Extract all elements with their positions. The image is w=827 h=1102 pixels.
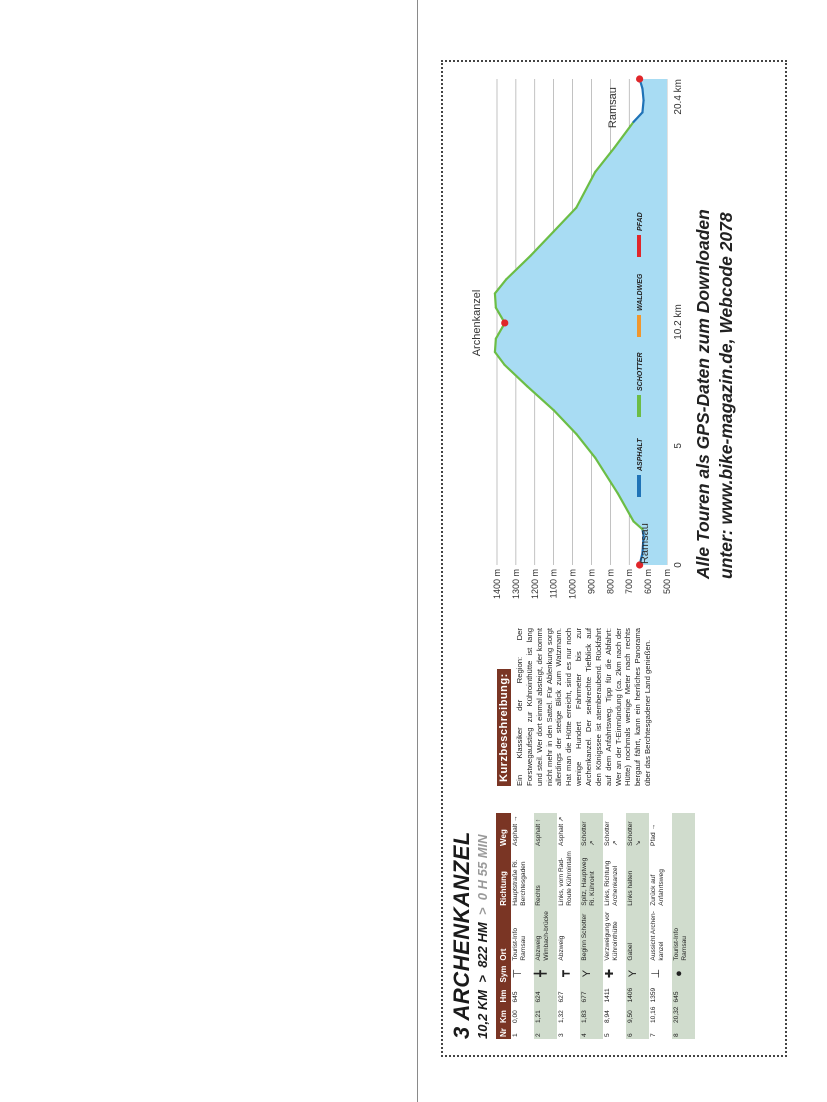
elevation-area — [495, 79, 667, 565]
y-tick-label: 1000 m — [567, 569, 578, 600]
cell-weg: Schotter ↗ — [580, 813, 603, 848]
cell-weg: Asphalt ↗ — [558, 816, 565, 846]
profile-segment — [495, 339, 496, 352]
col-header-ort: Ort — [496, 908, 511, 963]
cell-hm: 627 — [558, 991, 565, 1003]
stats-separator: > — [475, 975, 490, 983]
junction-symbol-icon: ● — [672, 963, 695, 985]
table-row — [672, 813, 695, 1039]
cell-richtung: Links, vorn Rad-Route Kührointalm — [558, 851, 573, 906]
table-row — [580, 813, 603, 1039]
x-tick-label: 0 — [673, 562, 684, 568]
waypoint-marker — [636, 75, 643, 82]
tour-climb: 822 HM — [475, 922, 490, 968]
tour-time: 0 H 55 MIN — [475, 834, 490, 901]
cell-weg: Pfad → — [650, 823, 657, 846]
tour-stats — [475, 834, 490, 1039]
download-line-1: Alle Touren als GPS-Daten zum Downloaden — [693, 209, 713, 579]
junction-symbol-icon: Y — [626, 963, 649, 985]
cell-km: 1,21 — [534, 1005, 557, 1026]
cell-nr: 7 — [650, 1033, 657, 1037]
cell-nr: 3 — [558, 1033, 565, 1037]
profile-segment — [642, 89, 643, 101]
table-row — [511, 813, 534, 1039]
cell-nr: 6 — [626, 1025, 649, 1039]
cell-richtung: Zurück auf Anfahrtsweg — [650, 869, 665, 906]
cell-ort: Gabel — [626, 908, 649, 963]
y-tick-label: 1100 m — [548, 569, 559, 599]
cell-km: 8,94 — [604, 1010, 611, 1024]
cell-hm: 645 — [672, 985, 695, 1005]
x-tick-label: 20.4 km — [673, 79, 684, 115]
cell-weg: Schotter ↘ — [626, 813, 649, 848]
description-heading: Kurzbeschreibung: — [497, 669, 511, 786]
cell-weg: Asphalt ↑ — [534, 813, 557, 848]
junction-symbol-icon: Y — [580, 963, 603, 985]
table-row — [603, 813, 626, 1039]
legend-swatch — [637, 235, 641, 257]
cell-hm: 1359 — [650, 987, 657, 1003]
junction-symbol-icon: ✚ — [604, 968, 616, 979]
table-row — [534, 813, 557, 1039]
cell-ort: Tourist-Info Ramsau — [672, 908, 695, 963]
cell-ort: Tourist-Info Ramsau — [512, 927, 527, 961]
tour-title: 3 ARCHENKANZEL — [449, 831, 474, 1039]
y-tick-label: 500 m — [662, 569, 672, 595]
download-note — [692, 69, 738, 579]
legend-label: SCHOTTER — [637, 352, 644, 391]
cell-km: 0,00 — [512, 1010, 519, 1024]
col-header-km: Km — [496, 1005, 511, 1026]
route-table-header — [496, 813, 511, 1039]
y-tick-label: 800 m — [605, 569, 616, 595]
cell-hm: 1411 — [604, 988, 611, 1003]
cell-km: 20,32 — [672, 1005, 695, 1026]
y-tick-label: 1400 m — [492, 569, 502, 600]
cell-km: 10,16 — [650, 1006, 657, 1024]
profile-segment — [495, 293, 496, 307]
table-row — [649, 813, 672, 1039]
download-line-2: unter: www.bike-magazin.de, Webcode 2078 — [715, 212, 736, 579]
table-row — [626, 813, 649, 1039]
y-tick-label: 900 m — [586, 569, 597, 595]
x-tick-label: 10.2 km — [673, 304, 684, 340]
stats-separator: > — [475, 907, 490, 916]
cell-nr: 1 — [512, 1033, 519, 1037]
y-tick-label: 600 m — [643, 569, 654, 595]
cell-hm: 645 — [512, 991, 519, 1003]
legend-swatch — [637, 475, 641, 497]
cell-richtung: Spitz, Hauptweg Ri. Kühroint — [580, 848, 603, 908]
cell-ort: Abzweig Wimbach-brücke — [534, 908, 557, 963]
junction-symbol-icon: ╋ — [534, 963, 557, 985]
cell-ort: Verzweigung vor Kührointhütte — [604, 911, 619, 961]
description-text: Ein Klassiker der Region: Der Forstwegaufstieg zur Kührointhütte ist lang und steil. Wer dort einmal absteigt, der kommt nicht mehr in den Sattel. Für Ablenkung sorgt allerdings der stetige Blick zum Watzmann. Hat man die Hütte erreicht, sind es nur noch wenige Hundert Fahrmeter bis zur Archenkanzel. Der senkrechte Tiefblick auf den Königssee ist atemberaubend. Rückfahrt auf dem Anfahrtsweg. Tipp für die Abfahrt: Wer an der T-Einmündung (ca. 2km nach der Hütte) nochmals wenige Meter nach rechts bergauf fährt, kann ein herrliches Panorama über das Berchtesgadener Land genießen. — [515, 628, 653, 786]
y-tick-label: 700 m — [624, 569, 635, 595]
col-header-nr: Nr — [496, 1025, 511, 1039]
cell-richtung: Rechts — [534, 848, 557, 908]
cell-hm: 1406 — [626, 985, 649, 1005]
cell-km: 1,32 — [558, 1010, 565, 1024]
cell-nr: 4 — [580, 1025, 603, 1039]
cell-ort: Aussicht Archen-kanzel — [650, 911, 665, 961]
col-header-richtung: Richtung — [496, 848, 511, 908]
cell-weg: Schotter ↗ — [604, 821, 619, 846]
legend-label: PFAD — [637, 212, 644, 231]
table-row — [557, 813, 580, 1039]
waypoint-marker — [501, 319, 508, 326]
tour-distance: 10,2 KM — [475, 989, 490, 1039]
cell-nr: 5 — [604, 1033, 611, 1037]
profile-segment — [642, 100, 643, 112]
col-header-sym: Sym — [496, 963, 511, 985]
junction-symbol-icon: ⊤ — [512, 968, 524, 979]
route-table — [496, 813, 695, 1039]
legend-label: ASPHALT — [637, 438, 644, 471]
legend-swatch — [637, 395, 641, 417]
tour-sheet — [441, 60, 787, 1057]
junction-symbol-icon: ⊥ — [650, 968, 662, 979]
cell-richtung: Hauptstraße Ri. Berchtesgaden — [512, 859, 527, 906]
cell-richtung: Links, Richtung Archenkanzel — [604, 860, 619, 906]
cell-richtung: Links halten — [626, 848, 649, 908]
place-label: Archenkanzel — [471, 289, 483, 357]
col-header-weg: Weg — [496, 813, 511, 848]
x-tick-label: 5 — [673, 443, 684, 449]
cell-weg: Asphalt → — [512, 815, 519, 846]
cell-km: 9,50 — [626, 1005, 649, 1026]
cell-ort: Beginn Schotter — [580, 908, 603, 963]
cell-km: 1,83 — [580, 1005, 603, 1026]
page-fold-line — [417, 0, 418, 1102]
cell-nr: 2 — [534, 1025, 557, 1039]
cell-richtung — [672, 848, 695, 908]
junction-symbol-icon: ┳ — [558, 970, 570, 977]
cell-weg — [672, 813, 695, 848]
legend-label: WALDWEG — [637, 273, 644, 311]
legend-swatch — [637, 315, 641, 337]
y-tick-label: 1300 m — [510, 569, 521, 600]
cell-ort: Abzweig — [558, 935, 565, 961]
place-label: Ramsau — [639, 523, 652, 565]
cell-nr: 8 — [672, 1025, 695, 1039]
cell-hm: 677 — [580, 985, 603, 1005]
cell-hm: 624 — [534, 985, 557, 1005]
col-header-hm: Hm — [496, 985, 511, 1005]
y-tick-label: 1200 m — [529, 569, 540, 600]
place-label: Ramsau — [607, 87, 619, 129]
